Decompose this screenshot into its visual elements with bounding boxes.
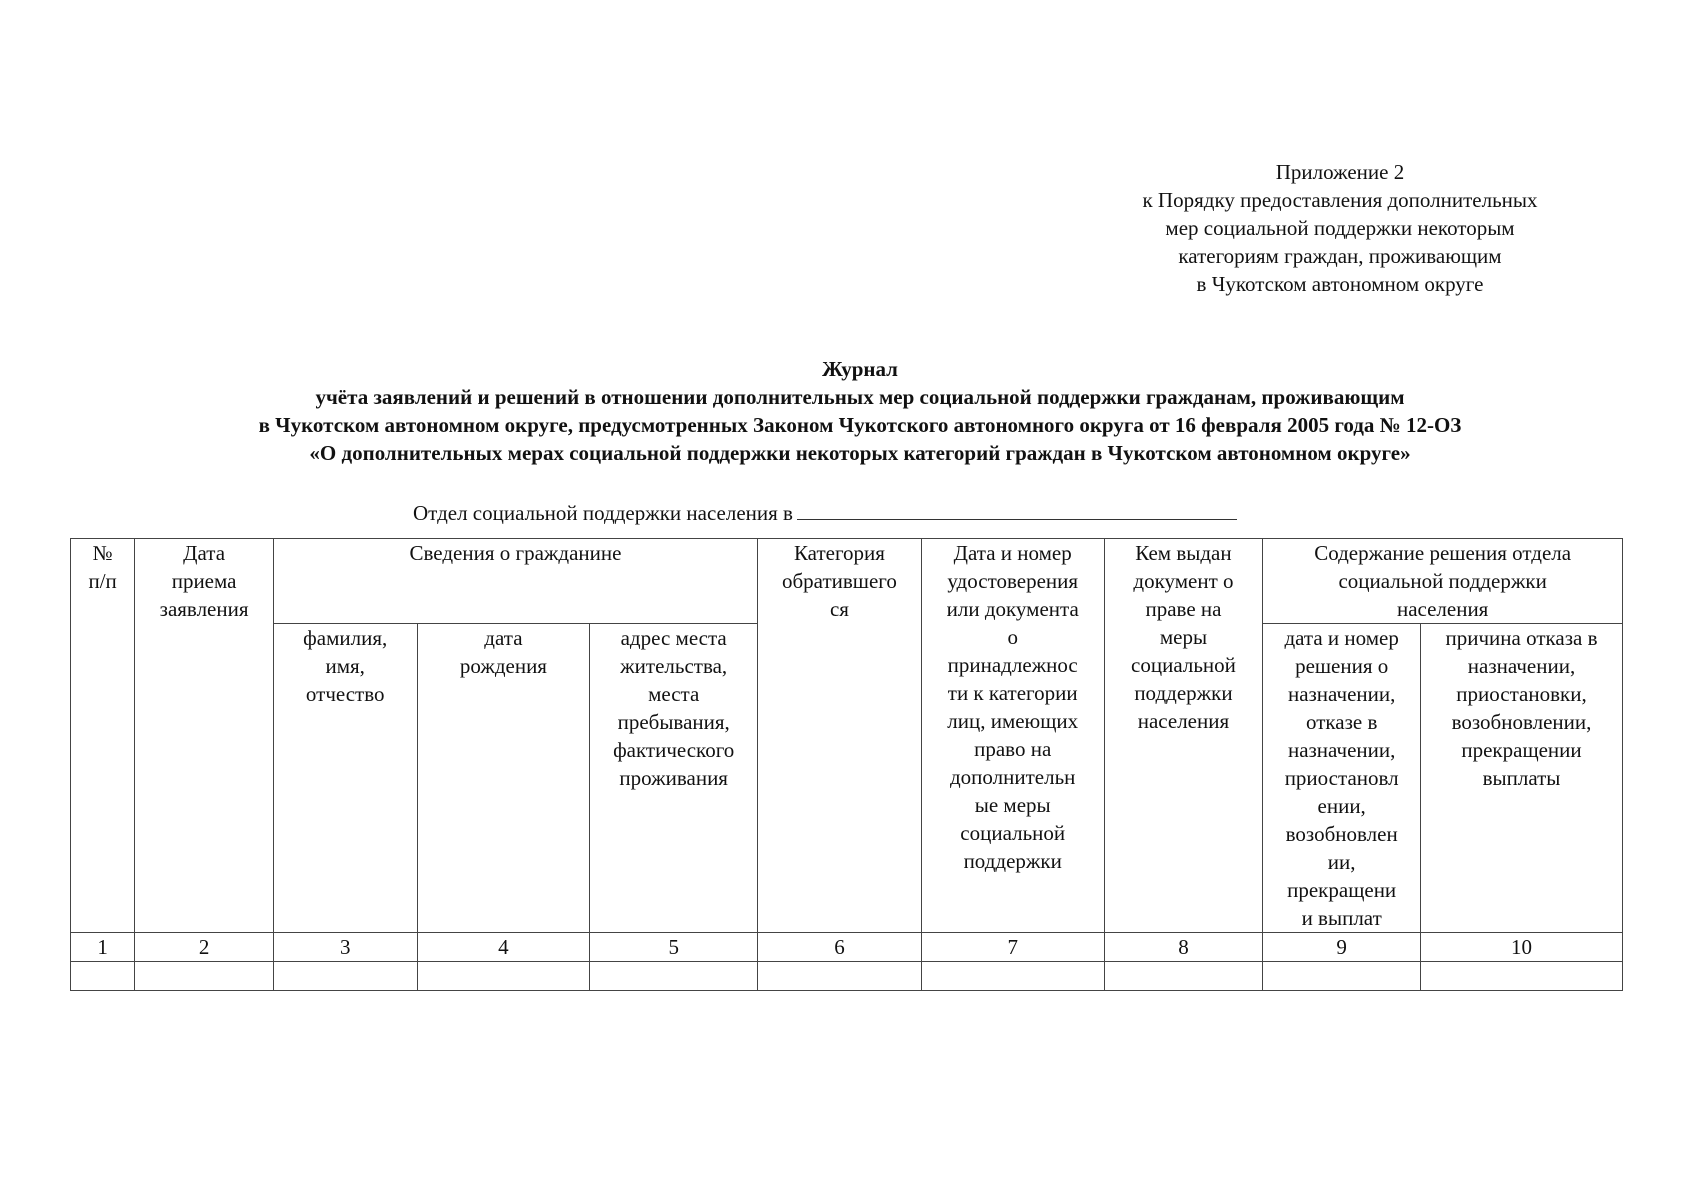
- header-issued-by: Кем выдан документ о праве на меры социальной поддержки населения: [1104, 539, 1263, 933]
- title-line: в Чукотском автономном округе, предусмотренных Законом Чукотского автономного округа от 16 февраля 2005 года № 12-ОЗ: [258, 413, 1462, 437]
- header-full-name: фамилия, имя, отчество: [273, 624, 417, 933]
- column-number: 3: [273, 933, 417, 962]
- empty-entry-row: [71, 962, 1623, 991]
- header-decision-group: Содержание решения отдела социальной поддержки населения: [1263, 539, 1623, 624]
- column-number: 1: [71, 933, 135, 962]
- header-address: адрес места жительства, места пребывания, фактического проживания: [590, 624, 758, 933]
- empty-cell[interactable]: [71, 962, 135, 991]
- empty-cell[interactable]: [590, 962, 758, 991]
- appendix-line: Приложение 2: [1275, 160, 1405, 184]
- header-certificate: Дата и номер удостоверения или документа о принадлежнос ти к категории лиц, имеющих право на дополнительн ые меры социальной поддержки: [921, 539, 1104, 933]
- column-number: 10: [1421, 933, 1623, 962]
- journal-table: [70, 538, 1623, 991]
- empty-cell[interactable]: [273, 962, 417, 991]
- empty-cell[interactable]: [1421, 962, 1623, 991]
- appendix-line: мер социальной поддержки некоторым: [1165, 216, 1515, 240]
- appendix-note: [1100, 158, 1580, 298]
- empty-cell[interactable]: [135, 962, 274, 991]
- column-number: 5: [590, 933, 758, 962]
- header-refusal-reason: причина отказа в назначении, приостановки, возобновлении, прекращении выплаты: [1421, 624, 1623, 933]
- empty-cell[interactable]: [758, 962, 922, 991]
- appendix-line: в Чукотском автономном округе: [1196, 272, 1484, 296]
- title-line: учёта заявлений и решений в отношении дополнительных мер социальной поддержки гражданам, проживающим: [315, 385, 1405, 409]
- empty-cell[interactable]: [921, 962, 1104, 991]
- column-number: 9: [1263, 933, 1421, 962]
- header-citizen-group: Сведения о гражданине: [273, 539, 757, 624]
- empty-cell[interactable]: [1104, 962, 1263, 991]
- column-number: 8: [1104, 933, 1263, 962]
- column-number: 4: [417, 933, 590, 962]
- title-heading: Журнал: [822, 357, 898, 381]
- title-line: «О дополнительных мерах социальной поддержки некоторых категорий граждан в Чукотском автономном округе»: [309, 441, 1411, 465]
- column-number: 7: [921, 933, 1104, 962]
- header-category: Категория обратившего ся: [758, 539, 922, 933]
- column-number-row: [71, 933, 1623, 962]
- empty-cell[interactable]: [1263, 962, 1421, 991]
- appendix-line: к Порядку предоставления дополнительных: [1142, 188, 1538, 212]
- header-decision-date-number: дата и номер решения о назначении, отказе в назначении, приостановл ении, возобновлен ии, прекращени и выплат: [1263, 624, 1421, 933]
- header-application-date: Дата приема заявления: [135, 539, 274, 933]
- column-number: 2: [135, 933, 274, 962]
- appendix-line: категориям граждан, проживающим: [1178, 244, 1502, 268]
- header-row-top: [71, 539, 1623, 624]
- document-title: [60, 355, 1660, 467]
- header-number: № п/п: [71, 539, 135, 933]
- department-label: Отдел социальной поддержки населения в: [413, 501, 793, 525]
- empty-cell[interactable]: [417, 962, 590, 991]
- department-line: [413, 497, 1237, 527]
- column-number: 6: [758, 933, 922, 962]
- header-birth-date: дата рождения: [417, 624, 590, 933]
- department-blank-field[interactable]: [797, 497, 1237, 520]
